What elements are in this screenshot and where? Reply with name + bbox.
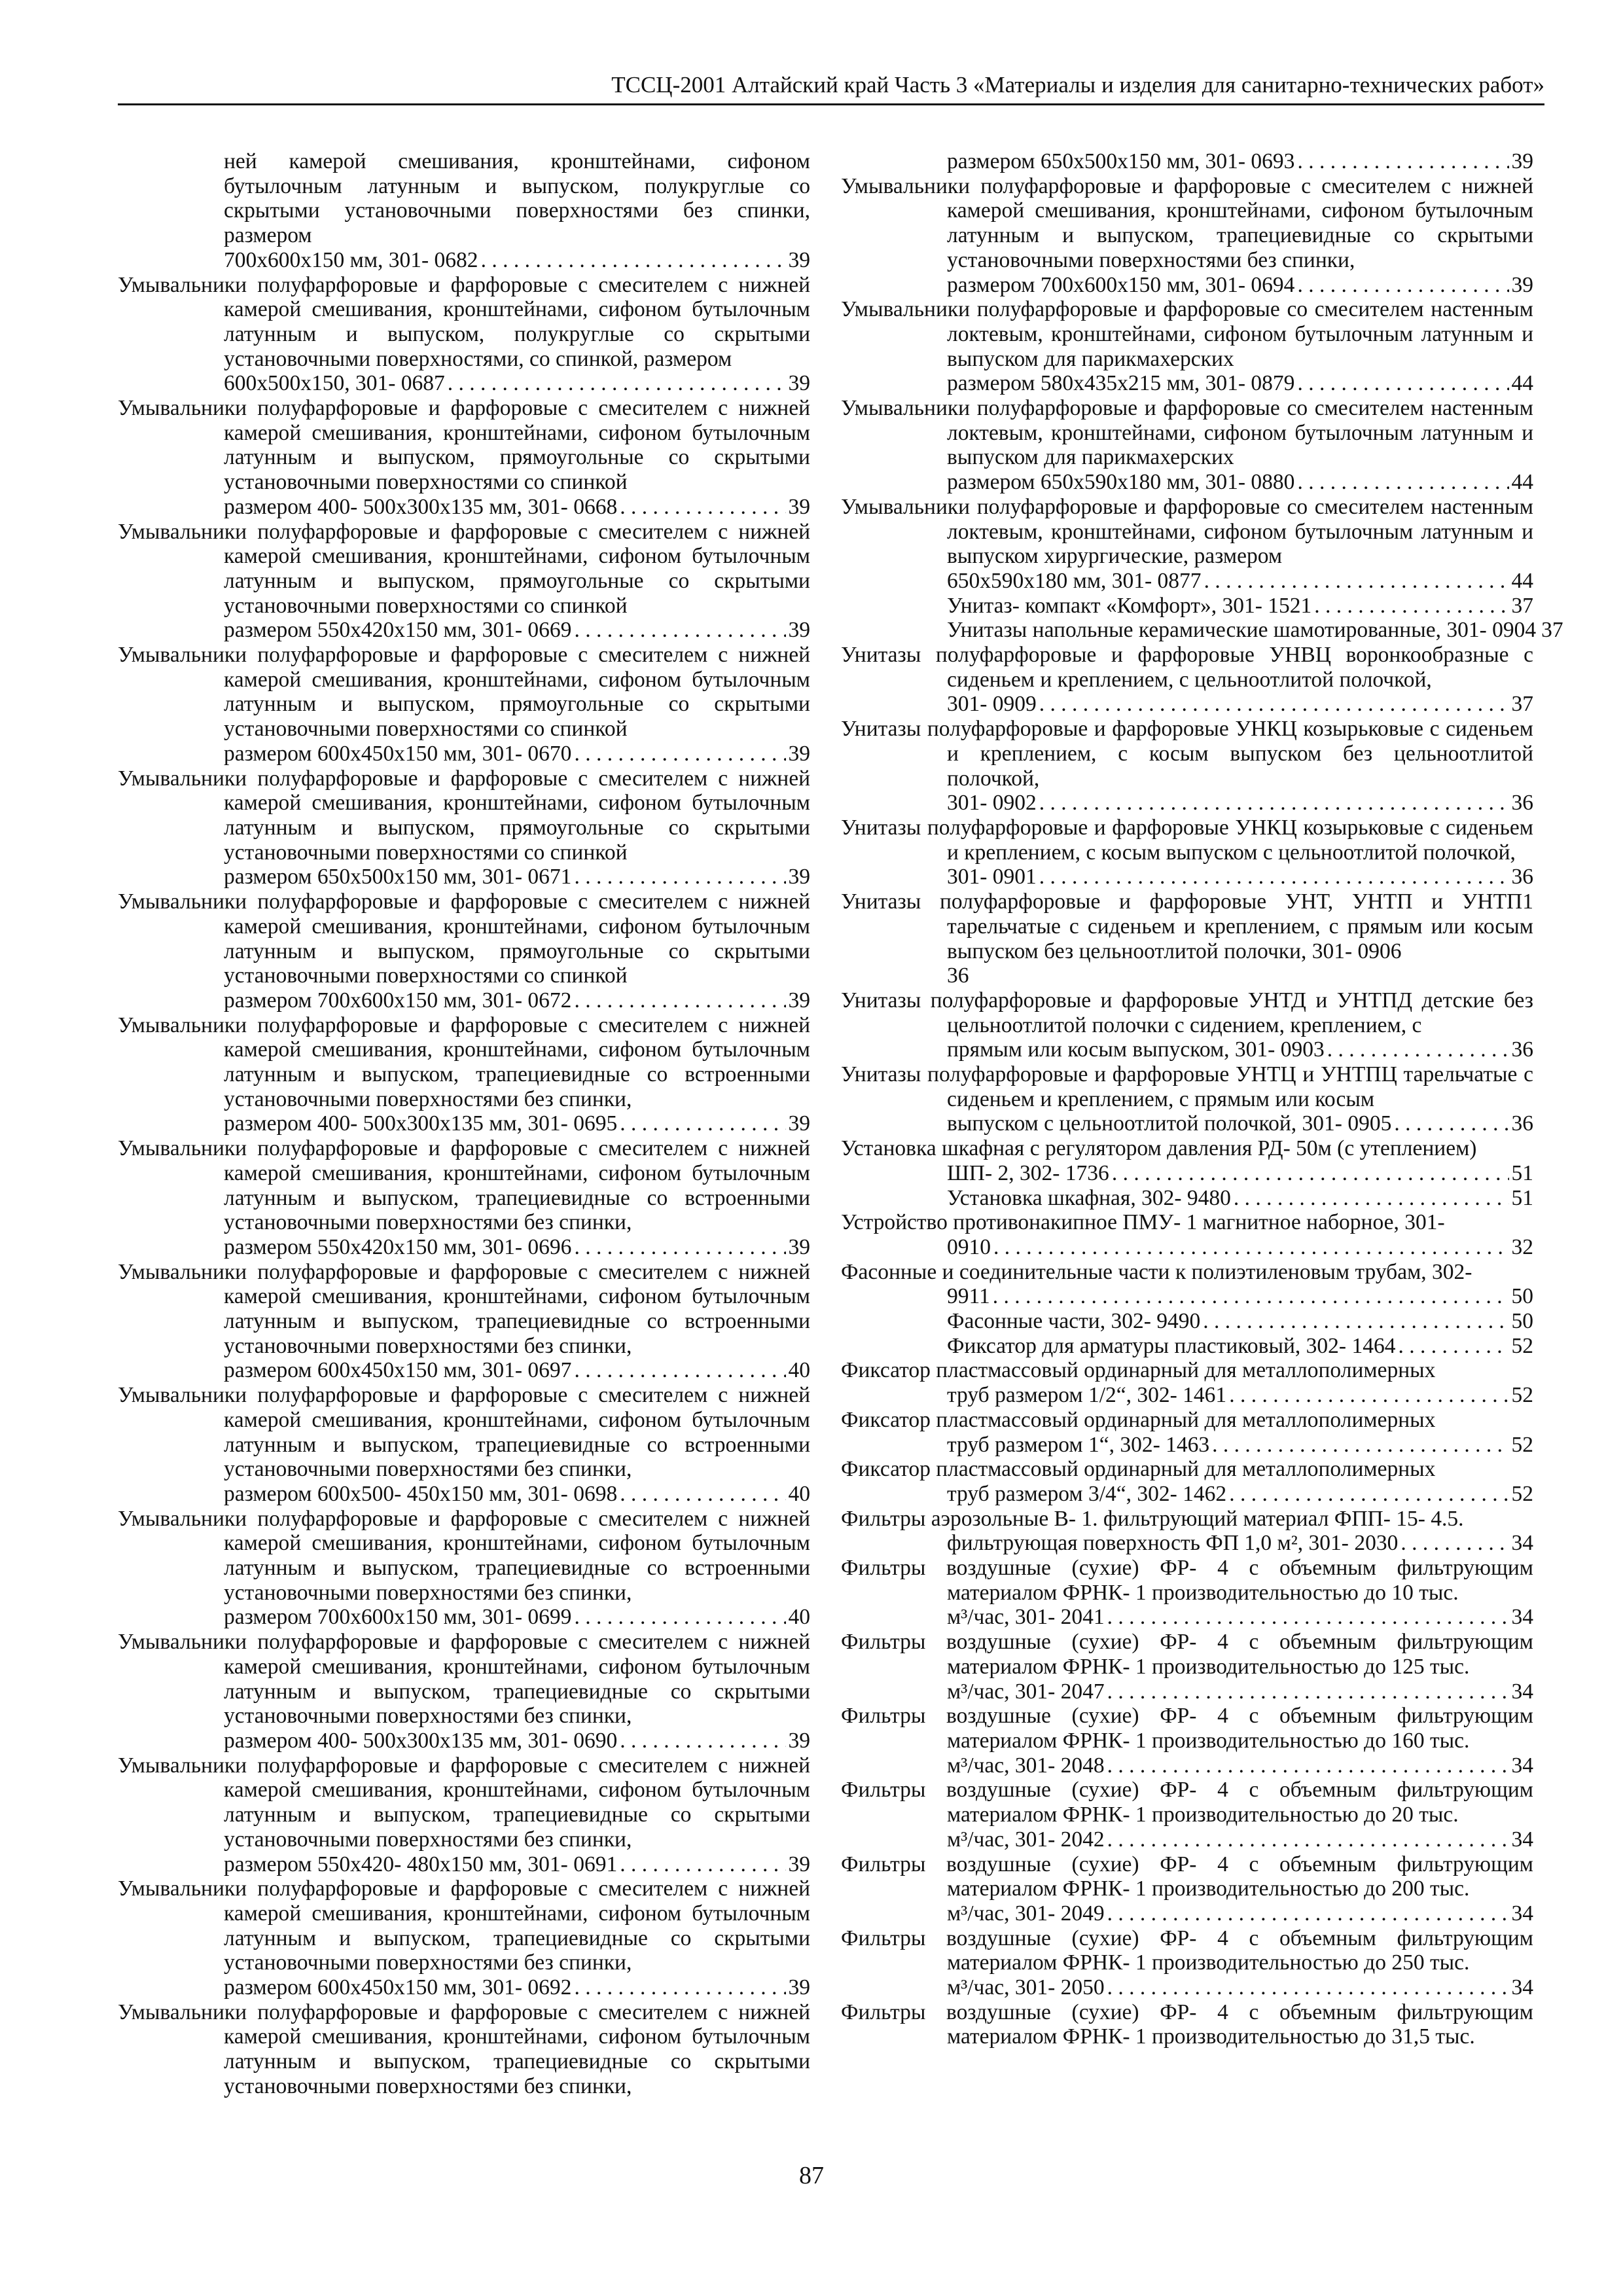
index-entry-leader-line [947, 1111, 1533, 1136]
index-entry-page: 39 [788, 1111, 810, 1136]
index-entry [841, 816, 1533, 889]
index-entry-leader-line [947, 692, 1533, 717]
dot-leader [1203, 1309, 1508, 1334]
index-entry-leader-line [947, 1235, 1533, 1260]
index-entry-text: Фильтры аэрозольные В- 1. фильтрующий материал ФПП- 15- 4.5. [841, 1506, 1464, 1531]
index-entry-page: 44 [1511, 470, 1533, 495]
index-entry-code: 650х590х180 мм, 301- 0877 [947, 568, 1202, 593]
index-entry-code: 301- 0909 [947, 692, 1037, 717]
index-entry-code: размером 650х500х150 мм, 301- 0671 [224, 865, 572, 889]
index-entry [841, 1358, 1533, 1407]
index-entry-page: 50 [1511, 1284, 1533, 1309]
index-entry-text: Умывальники полуфарфоровые и фарфоровые с смесителем с нижней камерой смешивания, кронштейнами, сифоном бутылочным латунным и выпуском, трапециевидные со скрытыми установочными поверхностями без спинки, [841, 173, 1533, 272]
index-entry-code: м³/час, 301- 2049 [947, 1901, 1105, 1926]
running-header: ТССЦ-2001 Алтайский край Часть 3 «Материалы и изделия для санитарно-технических работ» [611, 72, 1544, 98]
index-entry-leader-line [947, 1975, 1533, 2000]
dot-leader [574, 988, 785, 1013]
index-entry-code: размером 550х420х150 мм, 301- 0669 [224, 618, 572, 643]
index-entry-text: Умывальники полуфарфоровые и фарфоровые с смесителем с нижней камерой смешивания, кронштейнами, сифоном бутылочным латунным и выпуском, прямоугольные со скрытыми установочными поверхностями со спинкой [118, 519, 810, 618]
index-entry-text: Устройство противонакипное ПМУ- 1 магнитное наборное, 301- [841, 1210, 1445, 1235]
header-rule [118, 103, 1544, 105]
index-entry [841, 1062, 1533, 1136]
index-entry-code: размером 400- 500х300х135 мм, 301- 0668 [224, 494, 618, 519]
index-entry-code: размером 700х600х150 мм, 301- 0694 [947, 272, 1295, 297]
index-entry-text: Умывальники полуфарфоровые и фарфоровые с смесителем с нижней камерой смешивания, кронштейнами, сифоном бутылочным латунным и выпуском, трапециевидные со встроенными установочными поверхностями без спинки, [118, 1259, 810, 1358]
dot-leader [620, 1852, 785, 1877]
index-entry [118, 273, 810, 397]
index-entry-page: 36 [1511, 1111, 1533, 1136]
index-entry [118, 1507, 810, 1630]
dot-leader [993, 1235, 1509, 1260]
index-entry-code: размером 580х435х215 мм, 301- 0879 [947, 371, 1295, 396]
dot-leader [574, 1358, 785, 1383]
dot-leader [1297, 149, 1508, 174]
index-entry-code: ШП- 2, 302- 1736 [947, 1160, 1109, 1185]
dot-leader [574, 1235, 785, 1260]
index-entry [841, 495, 1533, 594]
index-entry-text: Умывальники полуфарфоровые и фарфоровые с смесителем с нижней камерой смешивания, кронштейнами, сифоном бутылочным латунным и выпуском, трапециевидные со скрытыми установочными поверхностями без спинки, [118, 2000, 810, 2098]
index-entry-leader-line [947, 1284, 1533, 1309]
index-entry-text: Умывальники полуфарфоровые и фарфоровые со смесителем настенным локтевым, кронштейнами, сифоном бутылочным латунным и выпуском хирургические, размером [841, 494, 1533, 569]
index-entry [118, 520, 810, 643]
index-entry-leader-line [947, 1753, 1533, 1778]
index-entry-page: 50 [1511, 1309, 1533, 1334]
index-entry-page: 51 [1511, 1160, 1533, 1185]
index-entry-leader-line [947, 1531, 1533, 1556]
index-entry [841, 1852, 1533, 1926]
dot-leader [1107, 1975, 1509, 2000]
dot-leader [1398, 1334, 1508, 1359]
index-entry-code: 301- 0902 [947, 791, 1037, 816]
index-entry-page: 40 [788, 1358, 810, 1383]
index-entry-text: Фильтры воздушные (сухие) ФР- 4 с объемным фильтрующим материалом ФРНК- 1 производительностью до 200 тыс. [841, 1852, 1533, 1901]
index-entry-text: Фильтры воздушные (сухие) ФР- 4 с объемным фильтрующим материалом ФРНК- 1 производительностью до 160 тыс. [841, 1704, 1533, 1753]
index-entry-page: 39 [788, 1729, 810, 1753]
index-entry-leader-line [224, 1852, 810, 1877]
index-entry-page: 44 [1511, 568, 1533, 593]
index-entry-text: Унитазы полуфарфоровые и фарфоровые УНТД и УНТПД детские без цельноотлитой полочки с сидением, креплением, с [841, 988, 1533, 1037]
index-entry [118, 1876, 810, 2000]
dot-leader [1107, 1753, 1509, 1778]
index-entry-leader-line [947, 1605, 1533, 1630]
index-entry-code: размером 400- 500х300х135 мм, 301- 0695 [224, 1111, 618, 1136]
index-entry [841, 1457, 1533, 1506]
index-entry-leader-line [947, 865, 1533, 889]
index-entry [841, 717, 1533, 816]
index-entry-code: размером 650х500х150 мм, 301- 0693 [947, 149, 1295, 173]
index-entry-leader-line [947, 1901, 1533, 1926]
index-entry-code: фильтрующая поверхность ФП 1,0 м², 301- 2030 [947, 1531, 1399, 1556]
index-entry-code: труб размером 1/2“, 302- 1461 [947, 1383, 1227, 1408]
index-entry-code: 0910 [947, 1234, 991, 1259]
index-entry-code: м³/час, 301- 2048 [947, 1753, 1105, 1778]
index-entry-leader-line [947, 569, 1533, 594]
dot-leader [574, 1975, 785, 2000]
index-entry-leader-line [224, 1729, 810, 1753]
index-entry-leader-line [224, 1482, 810, 1507]
index-entry-text: Фильтры воздушные (сухие) ФР- 4 с объемным фильтрующим материалом ФРНК- 1 производительностью до 10 тыс. [841, 1556, 1533, 1605]
dot-leader [1107, 1827, 1509, 1852]
index-entry-page: 51 [1511, 1185, 1533, 1210]
index-entry-page: 34 [1511, 1827, 1533, 1852]
dot-leader [574, 865, 785, 889]
index-entry-text: Унитазы полуфарфоровые и фарфоровые УНКЦ козырьковые с сиденьем и креплением, с косым выпуском с цельноотлитой полочкой, [841, 815, 1533, 865]
index-entry [841, 988, 1533, 1062]
index-entry-text: Умывальники полуфарфоровые и фарфоровые со смесителем настенным локтевым, кронштейнами, сифоном бутылочным латунным и выпуском для парикмахерских [841, 396, 1533, 470]
dot-leader [1314, 594, 1508, 619]
index-entry-text: Унитазы полуфарфоровые и фарфоровые УНТЦ и УНТПЦ тарельчатые с сиденьем и креплением, с прямым или косым [841, 1062, 1533, 1111]
dot-leader [620, 495, 785, 520]
index-entry-code: труб размером 3/4“, 302- 1462 [947, 1481, 1227, 1506]
dot-leader [574, 742, 785, 766]
index-entry-leader-line [224, 1111, 810, 1136]
index-entry-code: Установка шкафная, 302- 9480 [947, 1185, 1231, 1210]
index-entry-code: размером 600х450х150 мм, 301- 0670 [224, 741, 572, 766]
index-entry-code: размером 700х600х150 мм, 301- 0672 [224, 988, 572, 1013]
index-entry-page: 39 [788, 618, 810, 643]
index-entry-code: размером 550х420- 480х150 мм, 301- 0691 [224, 1852, 618, 1876]
dot-leader [1297, 470, 1508, 495]
index-entry-page: 39 [788, 1234, 810, 1259]
dot-leader [1229, 1482, 1508, 1507]
index-entry-page: 52 [1511, 1432, 1533, 1457]
index-entry-text: Умывальники полуфарфоровые и фарфоровые с смесителем с нижней камерой смешивания, кронштейнами, сифоном бутылочным латунным и выпуском, прямоугольные со скрытыми установочными поверхностями со спинкой [118, 766, 810, 865]
index-entry-page: 39 [788, 1852, 810, 1876]
index-entry [841, 297, 1533, 396]
index-entry-leader-line [947, 1433, 1533, 1458]
index-entry-leader-line [947, 594, 1533, 619]
index-entry-page: 36 [1511, 791, 1533, 816]
index-entry-page: 39 [1511, 272, 1533, 297]
index-entry [841, 1408, 1533, 1457]
index-entry-page: 32 [1511, 1234, 1533, 1259]
index-entry [841, 396, 1533, 495]
index-entry [841, 618, 1563, 643]
index-entry-leader-line [947, 963, 1533, 988]
dot-leader [1212, 1433, 1508, 1458]
index-entry-text: Умывальники полуфарфоровые и фарфоровые с смесителем с нижней камерой смешивания, кронштейнами, сифоном бутылочным латунным и выпуском, трапециевидные со скрытыми установочными поверхностями без спинки, [118, 1753, 810, 1852]
index-entry-text: Унитазы полуфарфоровые и фарфоровые УНКЦ козырьковые с сиденьем и креплением, с косым выпуском без цельноотлитой полочкой, [841, 717, 1533, 791]
index-entry-leader-line [947, 1679, 1533, 1704]
index-entry-text: Умывальники полуфарфоровые и фарфоровые с смесителем с нижней камерой смешивания, кронштейнами, сифоном бутылочным латунным и выпуском, трапециевидные со скрытыми установочными поверхностями без спинки, [118, 1876, 810, 1975]
dot-leader [1204, 569, 1509, 594]
dot-leader [1297, 273, 1508, 298]
index-entry-code: м³/час, 301- 2047 [947, 1679, 1105, 1704]
index-entry-leader-line [224, 618, 810, 643]
index-entry-text: Фасонные и соединительные части к полиэтиленовым трубам, 302- [841, 1259, 1472, 1284]
index-entry [841, 594, 1533, 619]
index-entry-page: 34 [1511, 1975, 1533, 2000]
index-entry-text: Умывальники полуфарфоровые и фарфоровые с смесителем с нижней камерой смешивания, кронштейнами, сифоном бутылочным латунным и выпуском, прямоугольные со скрытыми установочными поверхностями со спинкой [118, 889, 810, 988]
dot-leader [1039, 865, 1509, 889]
dot-leader [574, 618, 785, 643]
index-entry-leader-line [224, 865, 810, 889]
index-entry-code: размером 650х590х180 мм, 301- 0880 [947, 470, 1295, 495]
dot-leader [1107, 1605, 1509, 1630]
index-entry-leader-line [224, 1975, 810, 2000]
index-entry [841, 643, 1533, 717]
index-entry-text: Умывальники полуфарфоровые и фарфоровые с смесителем с нижней камерой смешивания, кронштейнами, сифоном бутылочным латунным и выпуском, трапециевидные со встроенными установочными поверхностями без спинки, [118, 1506, 810, 1605]
index-entry-page: 39 [788, 865, 810, 889]
index-entry-page: 40 [788, 1605, 810, 1630]
index-column-right [841, 149, 1563, 2049]
index-entry [118, 396, 810, 520]
index-entry [118, 1383, 810, 1507]
index-entry-leader-line [947, 1482, 1533, 1507]
index-entry-text: Умывальники полуфарфоровые и фарфоровые с смесителем с нижней камерой смешивания, кронштейнами, сифоном бутылочным латунным и выпуском, трапециевидные со встроенными установочными поверхностями без спинки, [118, 1383, 810, 1482]
dot-leader [1234, 1186, 1509, 1211]
dot-leader [1394, 1111, 1508, 1136]
index-entry [841, 174, 1533, 298]
dot-leader [1107, 1679, 1509, 1704]
index-entry-leader-line [947, 618, 1563, 643]
index-entry-leader-line [947, 470, 1533, 495]
index-entry [841, 889, 1533, 988]
index-entry [841, 1210, 1533, 1259]
index-entry [841, 1704, 1533, 1778]
index-entry-code: м³/час, 301- 2050 [947, 1975, 1105, 2000]
dot-leader [448, 371, 786, 396]
index-entry-page: 34 [1511, 1679, 1533, 1704]
index-entry-text: Фильтры воздушные (сухие) ФР- 4 с объемным фильтрующим материалом ФРНК- 1 производительностью до 125 тыс. [841, 1630, 1533, 1679]
index-entry-page: 34 [1511, 1605, 1533, 1630]
index-entry-page: 39 [788, 494, 810, 519]
index-entry-code: м³/час, 301- 2042 [947, 1827, 1105, 1852]
index-entry-code: размером 700х600х150 мм, 301- 0699 [224, 1605, 572, 1630]
index-entry-code: размером 600х450х150 мм, 301- 0692 [224, 1975, 572, 2000]
index-entry-text: Фильтры воздушные (сухие) ФР- 4 с объемным фильтрующим материалом ФРНК- 1 производительностью до 31,5 тыс. [841, 2000, 1533, 2049]
index-entry-leader-line [947, 1309, 1533, 1334]
index-entry [118, 1753, 810, 1877]
index-entry-code: Унитаз- компакт «Комфорт», 301- 1521 [947, 593, 1312, 618]
index-entry-code: размером 400- 500х300х135 мм, 301- 0690 [224, 1729, 618, 1753]
index-entry-page: 36 [1511, 865, 1533, 889]
dot-leader [1297, 371, 1508, 396]
dot-leader [1229, 1383, 1508, 1408]
index-entry-code: Унитазы напольные керамические шамотированные, 301- 0904 [947, 618, 1537, 643]
index-entry [841, 1630, 1533, 1704]
index-entry-text: Фильтры воздушные (сухие) ФР- 4 с объемным фильтрующим материалом ФРНК- 1 производительностью до 250 тыс. [841, 1926, 1533, 1975]
index-entry-page: 39 [788, 1975, 810, 2000]
dot-leader [1112, 1161, 1509, 1186]
index-entry [841, 1556, 1533, 1630]
index-entry-leader-line [947, 1827, 1533, 1852]
index-entry-page: 34 [1511, 1753, 1533, 1778]
dot-leader [1039, 791, 1509, 816]
index-entry [841, 1309, 1533, 1334]
index-entry-leader-line [947, 791, 1533, 816]
dot-leader [574, 1605, 785, 1630]
index-entry [118, 1013, 810, 1137]
index-entry-text: Умывальники полуфарфоровые и фарфоровые с смесителем с нижней камерой смешивания, кронштейнами, сифоном бутылочным латунным и выпуском, полукруглые со скрытыми установочными поверхностями, со спинкой, размером [118, 272, 810, 371]
index-entry-code: 301- 0901 [947, 865, 1037, 889]
index-entry-code: 700х600х150 мм, 301- 0682 [224, 247, 478, 272]
index-entry-text: Умывальники полуфарфоровые и фарфоровые с смесителем с нижней камерой смешивания, кронштейнами, сифоном бутылочным латунным и выпуском, трапециевидные со встроенными установочными поверхностями без спинки, [118, 1013, 810, 1111]
index-entry-text: Умывальники полуфарфоровые и фарфоровые с смесителем с нижней камерой смешивания, кронштейнами, сифоном бутылочным латунным и выпуском, прямоугольные со скрытыми установочными поверхностями со спинкой [118, 396, 810, 495]
dot-leader [993, 1284, 1509, 1309]
dot-leader [620, 1729, 785, 1753]
dot-leader [1400, 1531, 1508, 1556]
index-entry-text: Умывальники полуфарфоровые и фарфоровые с смесителем с нижней камерой смешивания, кронштейнами, сифоном бутылочным латунным и выпуском, трапециевидные со встроенными установочными поверхностями без спинки, [118, 1136, 810, 1235]
index-entry-page: 37 [1541, 618, 1563, 643]
index-entry-leader-line [224, 1358, 810, 1383]
index-entry-page: 44 [1511, 371, 1533, 396]
index-entry-text: Умывальники полуфарфоровые и фарфоровые с смесителем с нижней камерой смешивания, кронштейнами, сифоном бутылочным латунным и выпуском, трапециевидные со скрытыми установочными поверхностями без спинки, [118, 1630, 810, 1729]
dot-leader [1107, 1901, 1509, 1926]
index-entry-text: Умывальники полуфарфоровые и фарфоровые со смесителем настенным локтевым, кронштейнами, сифоном бутылочным латунным и выпуском для парикмахерских [841, 297, 1533, 371]
index-entry-page: 39 [788, 247, 810, 272]
index-entry-code: прямым или косым выпуском, 301- 0903 [947, 1037, 1325, 1062]
index-entry-leader-line [224, 742, 810, 766]
index-entry [841, 1507, 1533, 1556]
index-entry-code: размером 550х420х150 мм, 301- 0696 [224, 1234, 572, 1259]
dot-leader [620, 1482, 785, 1507]
index-entry [118, 2000, 810, 2099]
index-entry-leader-line [947, 1186, 1533, 1211]
index-entry-leader-line [224, 1605, 810, 1630]
index-entry [841, 1926, 1533, 2000]
dot-leader [1039, 692, 1509, 717]
index-entry-page: 52 [1511, 1383, 1533, 1408]
index-entry-code: 600х500х150, 301- 0687 [224, 371, 445, 396]
index-entry-page: 39 [788, 371, 810, 396]
index-entry-page: 37 [1511, 593, 1533, 618]
index-entry-code: труб размером 1“, 302- 1463 [947, 1432, 1210, 1457]
index-entry-page: 40 [788, 1481, 810, 1506]
index-entry-page: 39 [1511, 149, 1533, 173]
index-entry-text: Фиксатор пластмассовый ординарный для металлополимерных [841, 1457, 1436, 1482]
index-entry-leader-line [224, 495, 810, 520]
dot-leader [620, 1111, 785, 1136]
index-entry-page: 34 [1511, 1901, 1533, 1926]
index-entry-text: Установка шкафная с регулятором давления РД- 50м (с утеплением) [841, 1136, 1477, 1161]
index-entry-page: 39 [788, 741, 810, 766]
index-entry [841, 2000, 1533, 2049]
index-entry-text: Умывальники полуфарфоровые и фарфоровые с смесителем с нижней камерой смешивания, кронштейнами, сифоном бутылочным латунным и выпуском, прямоугольные со скрытыми установочными поверхностями со спинкой [118, 643, 810, 742]
page-number: 87 [799, 2162, 824, 2189]
index-entry-page: 36 [1511, 1037, 1533, 1062]
index-entry-leader-line [947, 1334, 1533, 1359]
index-entry-text: ней камерой смешивания, кронштейнами, сифоном бутылочным латунным и выпуском, полукруглые со скрытыми установочными поверхностями без спинки, размером [224, 149, 810, 248]
index-entry [118, 889, 810, 1013]
index-entry [118, 1630, 810, 1753]
index-entry-leader-line [947, 1161, 1533, 1186]
index-entry [118, 149, 810, 273]
index-entry-leader-line [947, 149, 1533, 174]
index-entry-page: 34 [1511, 1531, 1533, 1556]
index-entry [118, 1260, 810, 1384]
index-entry-text: Фильтры воздушные (сухие) ФР- 4 с объемным фильтрующим материалом ФРНК- 1 производительностью до 20 тыс. [841, 1778, 1533, 1827]
index-entry [841, 1136, 1533, 1185]
index-entry-code: размером 600х450х150 мм, 301- 0697 [224, 1358, 572, 1383]
index-entry-code: м³/час, 301- 2041 [947, 1605, 1105, 1630]
index-entry-page: 52 [1511, 1333, 1533, 1358]
index-entry [118, 643, 810, 766]
index-entry-text: Унитазы полуфарфоровые и фарфоровые УНВЦ воронкообразные с сиденьем и креплением, с цельноотлитой полочкой, [841, 643, 1533, 692]
dot-leader [1327, 1037, 1509, 1062]
index-entry-leader-line [947, 1383, 1533, 1408]
index-entry-leader-line [224, 988, 810, 1013]
index-entry-leader-line [947, 273, 1533, 298]
index-entry-leader-line [947, 371, 1533, 396]
index-column-left [118, 149, 810, 2099]
index-entry [841, 149, 1533, 174]
index-entry-code: 9911 [947, 1284, 990, 1309]
index-entry-leader-line [224, 371, 810, 396]
index-entry-text: Фиксатор пластмассовый ординарный для металлополимерных [841, 1407, 1436, 1432]
index-entry-text: Унитазы полуфарфоровые и фарфоровые УНТ, УНТП и УНТП1 тарельчатые с сиденьем и креплением, с прямым или косым выпуском без цельноотлитой полочки, 301- 0906 [841, 889, 1533, 963]
index-entry [841, 1778, 1533, 1852]
index-entry [841, 1260, 1533, 1309]
index-entry-page: 36 [947, 963, 969, 988]
index-entry-page: 37 [1511, 692, 1533, 717]
index-entry-code: Фиксатор для арматуры пластиковый, 302- 1464 [947, 1333, 1396, 1358]
index-entry-leader-line [947, 1037, 1533, 1062]
index-entry [118, 766, 810, 890]
index-entry-page: 52 [1511, 1481, 1533, 1506]
index-entry [118, 1136, 810, 1260]
index-entry [841, 1186, 1533, 1211]
index-entry-text: Фиксатор пластмассовый ординарный для металлополимерных [841, 1358, 1436, 1383]
dot-leader [481, 248, 786, 273]
index-entry-code: выпуском с цельноотлитой полочкой, 301- 0905 [947, 1111, 1392, 1136]
index-entry-leader-line [224, 248, 810, 273]
index-entry-leader-line [224, 1235, 810, 1260]
index-entry-code: Фасонные части, 302- 9490 [947, 1309, 1201, 1334]
index-entry-page: 39 [788, 988, 810, 1013]
index-entry [841, 1334, 1533, 1359]
index-entry-code: размером 600х500- 450х150 мм, 301- 0698 [224, 1481, 618, 1506]
